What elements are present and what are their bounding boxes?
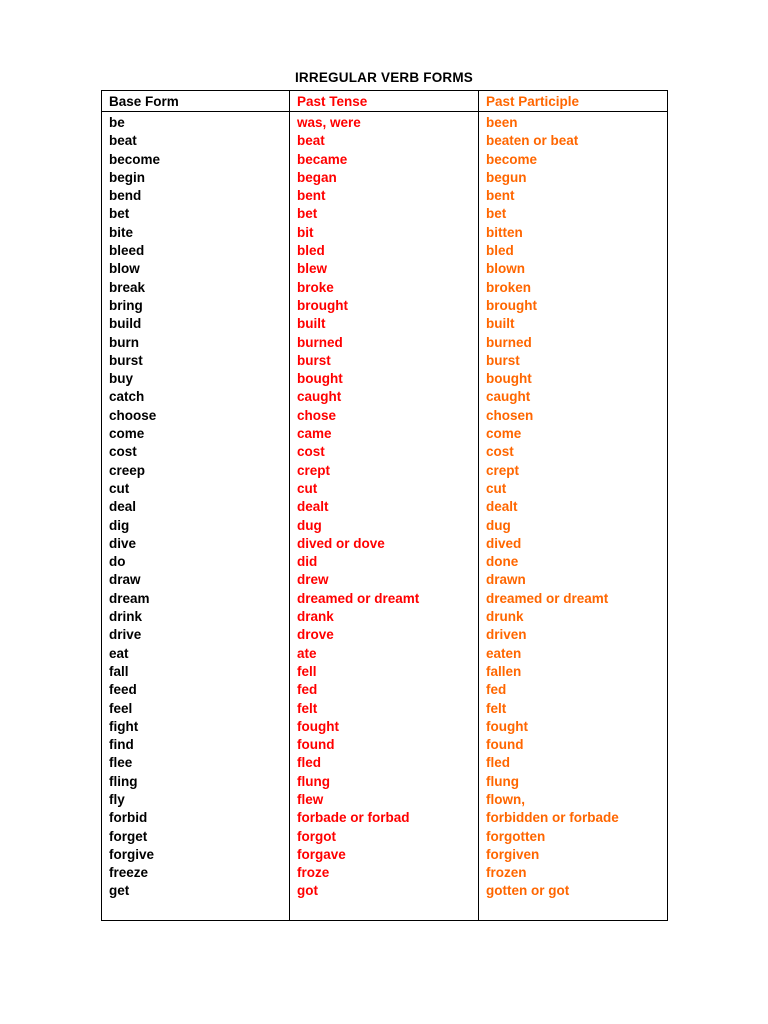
- base-form-cell: blow: [109, 261, 140, 277]
- base-form-cell: freeze: [109, 865, 149, 881]
- past-tense-cell: dealt: [297, 499, 329, 515]
- past-tense-cell: bet: [297, 206, 318, 222]
- past-tense-cell: became: [297, 151, 348, 167]
- past-tense-cell: flung: [297, 773, 330, 789]
- past-participle-cell: fed: [486, 682, 507, 698]
- past-participle-column: [479, 112, 668, 921]
- base-form-cell: buy: [109, 371, 134, 387]
- past-participle-cell: dived: [486, 535, 522, 551]
- past-participle-cell: flown,: [486, 791, 525, 807]
- past-participle-cell: flung: [486, 773, 519, 789]
- past-tense-cell: drew: [297, 572, 329, 588]
- base-form-cell: fly: [109, 791, 125, 807]
- base-form-cell: draw: [109, 572, 141, 588]
- past-participle-cell: drawn: [486, 572, 526, 588]
- base-form-cell: burst: [109, 352, 143, 368]
- base-form-cell: do: [109, 554, 126, 570]
- base-form-cell: break: [109, 279, 146, 295]
- past-tense-cell: burst: [297, 352, 331, 368]
- past-participle-cell: come: [486, 426, 522, 442]
- past-tense-cell: bled: [297, 243, 325, 259]
- past-participle-cell: found: [486, 737, 524, 753]
- base-form-cell: beat: [109, 133, 137, 149]
- past-tense-cell: dreamed or dreamt: [297, 590, 420, 606]
- past-tense-cell: got: [297, 883, 318, 899]
- base-form-cell: dream: [109, 590, 150, 606]
- base-form-cell: fling: [109, 773, 138, 789]
- past-tense-cell: was, were: [297, 115, 361, 130]
- past-participle-cell: crept: [486, 462, 520, 478]
- past-participle-cell: fled: [486, 755, 511, 771]
- past-participle-cell: been: [486, 115, 518, 130]
- base-form-cell: forgive: [109, 846, 155, 862]
- table-header-row: [102, 91, 668, 112]
- base-form-cell: drive: [109, 627, 142, 643]
- past-participle-cell: dreamed or dreamt: [486, 590, 609, 606]
- past-participle-cell: drunk: [486, 609, 524, 625]
- base-form-cell: bet: [109, 206, 130, 222]
- past-participle-cell: broken: [486, 279, 532, 295]
- base-form-cell: feel: [109, 700, 133, 716]
- base-form-cell: eat: [109, 645, 129, 661]
- past-tense-cell: forgave: [297, 846, 346, 862]
- past-participle-cell: forgotten: [486, 828, 546, 844]
- past-tense-cell: fled: [297, 755, 322, 771]
- past-participle-cell: caught: [486, 389, 531, 405]
- table-body-row: [102, 112, 668, 921]
- base-form-cell: find: [109, 737, 134, 753]
- past-tense-cell: flew: [297, 791, 324, 807]
- past-participle-cell: frozen: [486, 865, 527, 881]
- base-form-cell: deal: [109, 499, 137, 515]
- base-form-cell: flee: [109, 755, 133, 771]
- past-tense-cell: caught: [297, 389, 342, 405]
- base-form-cell: come: [109, 426, 145, 442]
- past-tense-cell: chose: [297, 407, 337, 423]
- base-form-column: [102, 112, 290, 921]
- base-form-cell: bring: [109, 297, 143, 313]
- base-form-cell: drink: [109, 609, 143, 625]
- past-participle-cell: burned: [486, 334, 532, 350]
- past-participle-cell: felt: [486, 700, 507, 716]
- past-tense-cell: fought: [297, 718, 339, 734]
- past-tense-cell: froze: [297, 865, 330, 881]
- past-tense-cell: crept: [297, 462, 331, 478]
- past-tense-column: [290, 112, 479, 921]
- past-tense-cell: cut: [297, 480, 318, 496]
- past-participle-cell: fallen: [486, 663, 522, 679]
- past-tense-cell: drank: [297, 609, 334, 625]
- past-tense-cell: fed: [297, 682, 318, 698]
- past-tense-cell: brought: [297, 297, 348, 313]
- past-participle-cell: forgiven: [486, 846, 540, 862]
- document-title: IRREGULAR VERB FORMS: [294, 70, 473, 85]
- past-tense-cell: beat: [297, 133, 325, 149]
- past-participle-cell: built: [486, 316, 515, 332]
- past-tense-cell: felt: [297, 700, 318, 716]
- past-tense-cell: did: [297, 554, 318, 570]
- past-tense-cell: cost: [297, 444, 325, 460]
- header-past-tense: Past Tense: [290, 91, 479, 112]
- past-participle-cell: become: [486, 151, 538, 167]
- past-tense-cell: bent: [297, 188, 326, 204]
- base-form-cell: bleed: [109, 243, 145, 259]
- past-tense-cell: blew: [297, 261, 328, 277]
- base-form-cell: forget: [109, 828, 148, 844]
- past-participle-cell: bent: [486, 188, 515, 204]
- base-form-cell: bend: [109, 188, 142, 204]
- past-participle-cell: beaten or beat: [486, 133, 579, 149]
- base-form-cell: be: [109, 115, 125, 130]
- irregular-verb-table: [101, 90, 668, 921]
- base-form-cell: dig: [109, 517, 130, 533]
- header-past-participle: Past Participle: [479, 91, 668, 112]
- base-form-cell: fall: [109, 663, 129, 679]
- past-participle-cell: done: [486, 554, 519, 570]
- past-tense-cell: forbade or forbad: [297, 810, 410, 826]
- past-tense-cell: dug: [297, 517, 322, 533]
- past-tense-cell: burned: [297, 334, 343, 350]
- past-participle-cell: brought: [486, 297, 537, 313]
- base-form-cell: catch: [109, 389, 145, 405]
- past-tense-cell: dived or dove: [297, 535, 385, 551]
- past-participle-cell: eaten: [486, 645, 522, 661]
- past-participle-cell: bet: [486, 206, 507, 222]
- base-form-cell: forbid: [109, 810, 148, 826]
- base-form-cell: choose: [109, 407, 157, 423]
- past-participle-cell: driven: [486, 627, 527, 643]
- base-form-cell: dive: [109, 535, 137, 551]
- past-participle-cell: dealt: [486, 499, 518, 515]
- past-tense-cell: bought: [297, 371, 343, 387]
- past-tense-cell: forgot: [297, 828, 336, 844]
- past-tense-cell: drove: [297, 627, 334, 643]
- base-form-cell: bite: [109, 224, 134, 240]
- base-form-cell: begin: [109, 169, 145, 185]
- past-participle-cell: gotten or got: [486, 883, 570, 899]
- past-participle-cell: blown: [486, 261, 525, 277]
- past-participle-cell: forbidden or forbade: [486, 810, 619, 826]
- base-form-cell: feed: [109, 682, 137, 698]
- past-participle-cell: bitten: [486, 224, 523, 240]
- base-form-cell: creep: [109, 462, 146, 478]
- past-tense-cell: ate: [297, 645, 317, 661]
- past-tense-cell: broke: [297, 279, 334, 295]
- past-participle-cell: bled: [486, 243, 514, 259]
- base-form-cell: get: [109, 883, 130, 899]
- past-participle-cell: fought: [486, 718, 528, 734]
- past-participle-cell: dug: [486, 517, 511, 533]
- past-participle-cell: begun: [486, 169, 527, 185]
- past-participle-cell: cut: [486, 480, 507, 496]
- past-tense-cell: found: [297, 737, 335, 753]
- past-tense-cell: came: [297, 426, 332, 442]
- base-form-cell: cost: [109, 444, 137, 460]
- base-form-cell: burn: [109, 334, 139, 350]
- past-participle-cell: chosen: [486, 407, 534, 423]
- header-base-form: Base Form: [102, 91, 290, 112]
- base-form-cell: become: [109, 151, 161, 167]
- past-tense-cell: fell: [297, 663, 317, 679]
- base-form-cell: fight: [109, 718, 139, 734]
- past-tense-cell: bit: [297, 224, 314, 240]
- past-participle-cell: burst: [486, 352, 520, 368]
- past-participle-cell: bought: [486, 371, 532, 387]
- base-form-cell: build: [109, 316, 142, 332]
- past-tense-cell: built: [297, 316, 326, 332]
- base-form-cell: cut: [109, 480, 130, 496]
- past-participle-cell: cost: [486, 444, 514, 460]
- past-tense-cell: began: [297, 169, 337, 185]
